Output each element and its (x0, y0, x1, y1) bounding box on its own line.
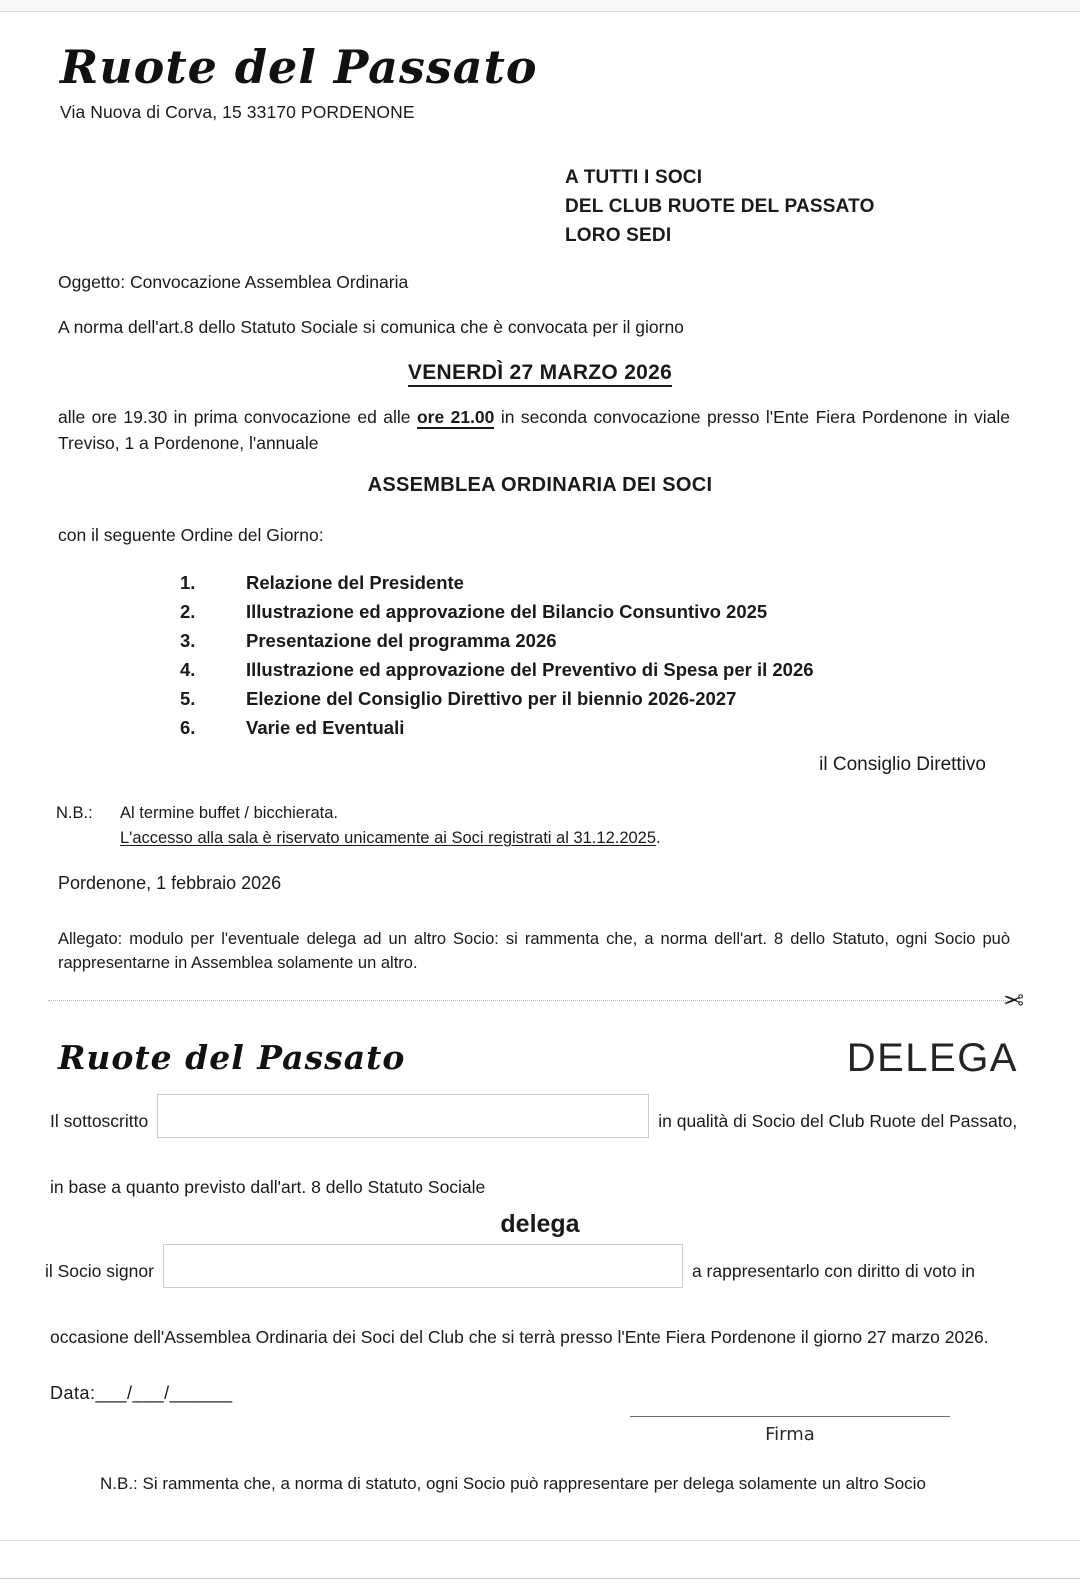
letterhead (60, 40, 538, 123)
undersigned-row (50, 1094, 1017, 1138)
place-date: Pordenone, 1 febbraio 2026 (58, 873, 282, 893)
date-field[interactable]: Data:___/___/______ (50, 1383, 233, 1403)
note-text-2-period: . (656, 829, 661, 848)
member-input[interactable] (163, 1244, 683, 1288)
note-text-1: Al termine buffet / bicchierata. (120, 804, 338, 822)
note-text-2-wrap (120, 826, 661, 851)
agenda-item-number: 3. (180, 629, 196, 651)
subject-line: Oggetto: Convocazione Assemblea Ordinaria (58, 272, 409, 292)
club-address: Via Nuova di Corva, 15 33170 PORDENONE (60, 102, 415, 122)
agenda-item (180, 598, 814, 627)
agenda-item-label: Illustrazione ed approvazione del Preventivo di Spesa per il 2026 (246, 658, 814, 680)
note-line-2 (56, 826, 661, 851)
times-emphasis: ore 21.00 (416, 407, 495, 427)
member-tail: a rappresentarlo con diritto di voto in (691, 1261, 976, 1281)
club-logo-wordmark: Ruote del Passato (60, 40, 538, 94)
agenda-item-label: Illustrazione ed approvazione del Bilancio Consuntivo 2025 (246, 600, 768, 622)
statute-line: in base a quanto previsto dall'art. 8 dello Statuto Sociale (50, 1177, 486, 1197)
undersigned-input[interactable] (157, 1094, 649, 1138)
member-label: il Socio signor (45, 1261, 154, 1281)
occasion-line: occasione dell'Assemblea Ordinaria dei Soci del Club che si terrà presso l'Ente Fiera Pordenone il giorno 27 marzo 2026. (50, 1327, 989, 1347)
agenda-item-number: 2. (180, 600, 196, 622)
addressee-block (565, 164, 875, 251)
agenda-intro: con il seguente Ordine del Giorno: (58, 525, 324, 545)
page-separator-bottom (0, 1578, 1080, 1579)
signoff: il Consiglio Direttivo (819, 754, 986, 775)
addressee-line-3: LORO SEDI (565, 224, 672, 246)
agenda-item-label: Elezione del Consiglio Direttivo per il biennio 2026-2027 (246, 687, 737, 709)
note-line-1 (56, 801, 661, 826)
meeting-times-paragraph (58, 405, 1010, 456)
agenda-item-label: Relazione del Presidente (246, 572, 464, 593)
delegate-word: delega (500, 1210, 580, 1238)
note-label-spacer (56, 826, 120, 851)
addressee-line-2: DEL CLUB RUOTE DEL PASSATO (565, 195, 875, 217)
agenda-item-number: 5. (180, 687, 196, 709)
proxy-title: DELEGA (846, 1036, 1018, 1080)
note-label: N.B.: (56, 804, 93, 822)
signature-line[interactable] (630, 1416, 950, 1417)
agenda-item-label: Presentazione del programma 2026 (246, 629, 557, 651)
times-before: alle ore 19.30 in prima convocazione ed alle (58, 407, 417, 427)
attachment-note: Allegato: modulo per l'eventuale delega ad un altro Socio: si rammenta che, a norma dell'art. 8 dello Statuto, ogni Socio può rappresentarne in Assemblea solamente un altro. (58, 930, 1010, 972)
agenda-list (180, 569, 814, 743)
addressee-line-1: A TUTTI I SOCI (565, 167, 703, 188)
agenda-item (180, 685, 814, 714)
signature-area (630, 1416, 950, 1445)
agenda-item-number: 1. (180, 572, 196, 593)
meeting-date-text: VENERDÌ 27 MARZO 2026 (408, 361, 672, 387)
agenda-item-number: 4. (180, 658, 196, 680)
page-separator-top (0, 1540, 1080, 1541)
assembly-heading: ASSEMBLEA ORDINARIA DEI SOCI (367, 474, 713, 496)
agenda-item (180, 569, 814, 598)
note-block (56, 801, 661, 851)
cut-line-divider (48, 1000, 1008, 1001)
scissors-icon: ✂ (1003, 987, 1024, 1015)
proxy-final-note: N.B.: Si rammenta che, a norma di statuto, ogni Socio può rappresentare per delega solamente un altro Socio (100, 1474, 926, 1493)
agenda-item (180, 627, 814, 656)
meeting-date-heading (48, 361, 1032, 385)
member-row (45, 1244, 975, 1288)
document-page (0, 12, 1080, 1532)
viewer-top-band (0, 0, 1080, 12)
undersigned-label: Il sottoscritto (50, 1111, 149, 1131)
times-after: in seconda convocazione presso l'Ente Fiera Pordenone in viale Treviso, 1 a Pordenone, l'annuale (58, 407, 1011, 453)
signature-label: Firma (765, 1424, 815, 1445)
undersigned-tail: in qualità di Socio del Club Ruote del Passato, (658, 1111, 1018, 1131)
agenda-item (180, 714, 814, 743)
agenda-item-number: 6. (180, 716, 196, 738)
agenda-item (180, 656, 814, 685)
agenda-item-label: Varie ed Eventuali (246, 716, 405, 738)
proxy-logo-wordmark: Ruote del Passato (58, 1038, 406, 1077)
intro-paragraph: A norma dell'art.8 dello Statuto Sociale si comunica che è convocata per il giorno (58, 317, 684, 337)
note-text-2: L'accesso alla sala è riservato unicamente ai Soci registrati al 31.12.2025 (120, 829, 657, 848)
